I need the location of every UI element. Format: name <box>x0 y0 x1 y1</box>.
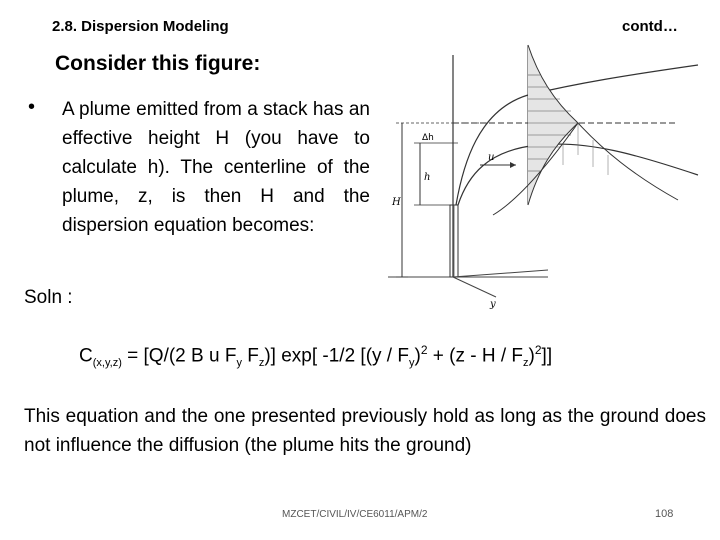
contd-label: contd… <box>622 18 678 35</box>
footer-course-code: MZCET/CIVIL/IV/CE6011/APM/2 <box>282 509 428 520</box>
horizontal-gaussian-profile <box>493 123 678 215</box>
page-number: 108 <box>655 508 674 520</box>
slide-subtitle: Consider this figure: <box>55 52 261 75</box>
section-header: 2.8. Dispersion Modeling <box>52 18 229 35</box>
dh-label: Δh <box>422 133 434 143</box>
u-label: u <box>488 152 495 163</box>
plume-dispersion-figure <box>378 15 713 310</box>
vertical-gaussian-profile <box>528 45 578 205</box>
bullet-marker: • <box>28 96 36 118</box>
bullet-text: A plume emitted from a stack has an effective height H (you have to calculate h). The centerline of the plume, z, is then H and the dispersion equation becomes: <box>62 99 370 236</box>
explanation-paragraph: This equation and the one presented previously hold as long as the ground does not influence the diffusion (the plume hits the ground) <box>24 406 706 456</box>
dispersion-equation: $C_{(x,y,z)} = [Q/(2$ B u $F_y$ $F_z$)] exp[ -1/2 $[(y / F_y)^2 + (z - H / F_z)^2]$] <box>79 343 553 370</box>
y-axis <box>453 277 496 297</box>
H-label: H <box>392 197 401 208</box>
y-label: y <box>490 299 496 310</box>
soln-label: Soln : <box>24 287 73 308</box>
h-label: h <box>424 172 431 183</box>
plume-upper-boundary <box>456 65 698 205</box>
